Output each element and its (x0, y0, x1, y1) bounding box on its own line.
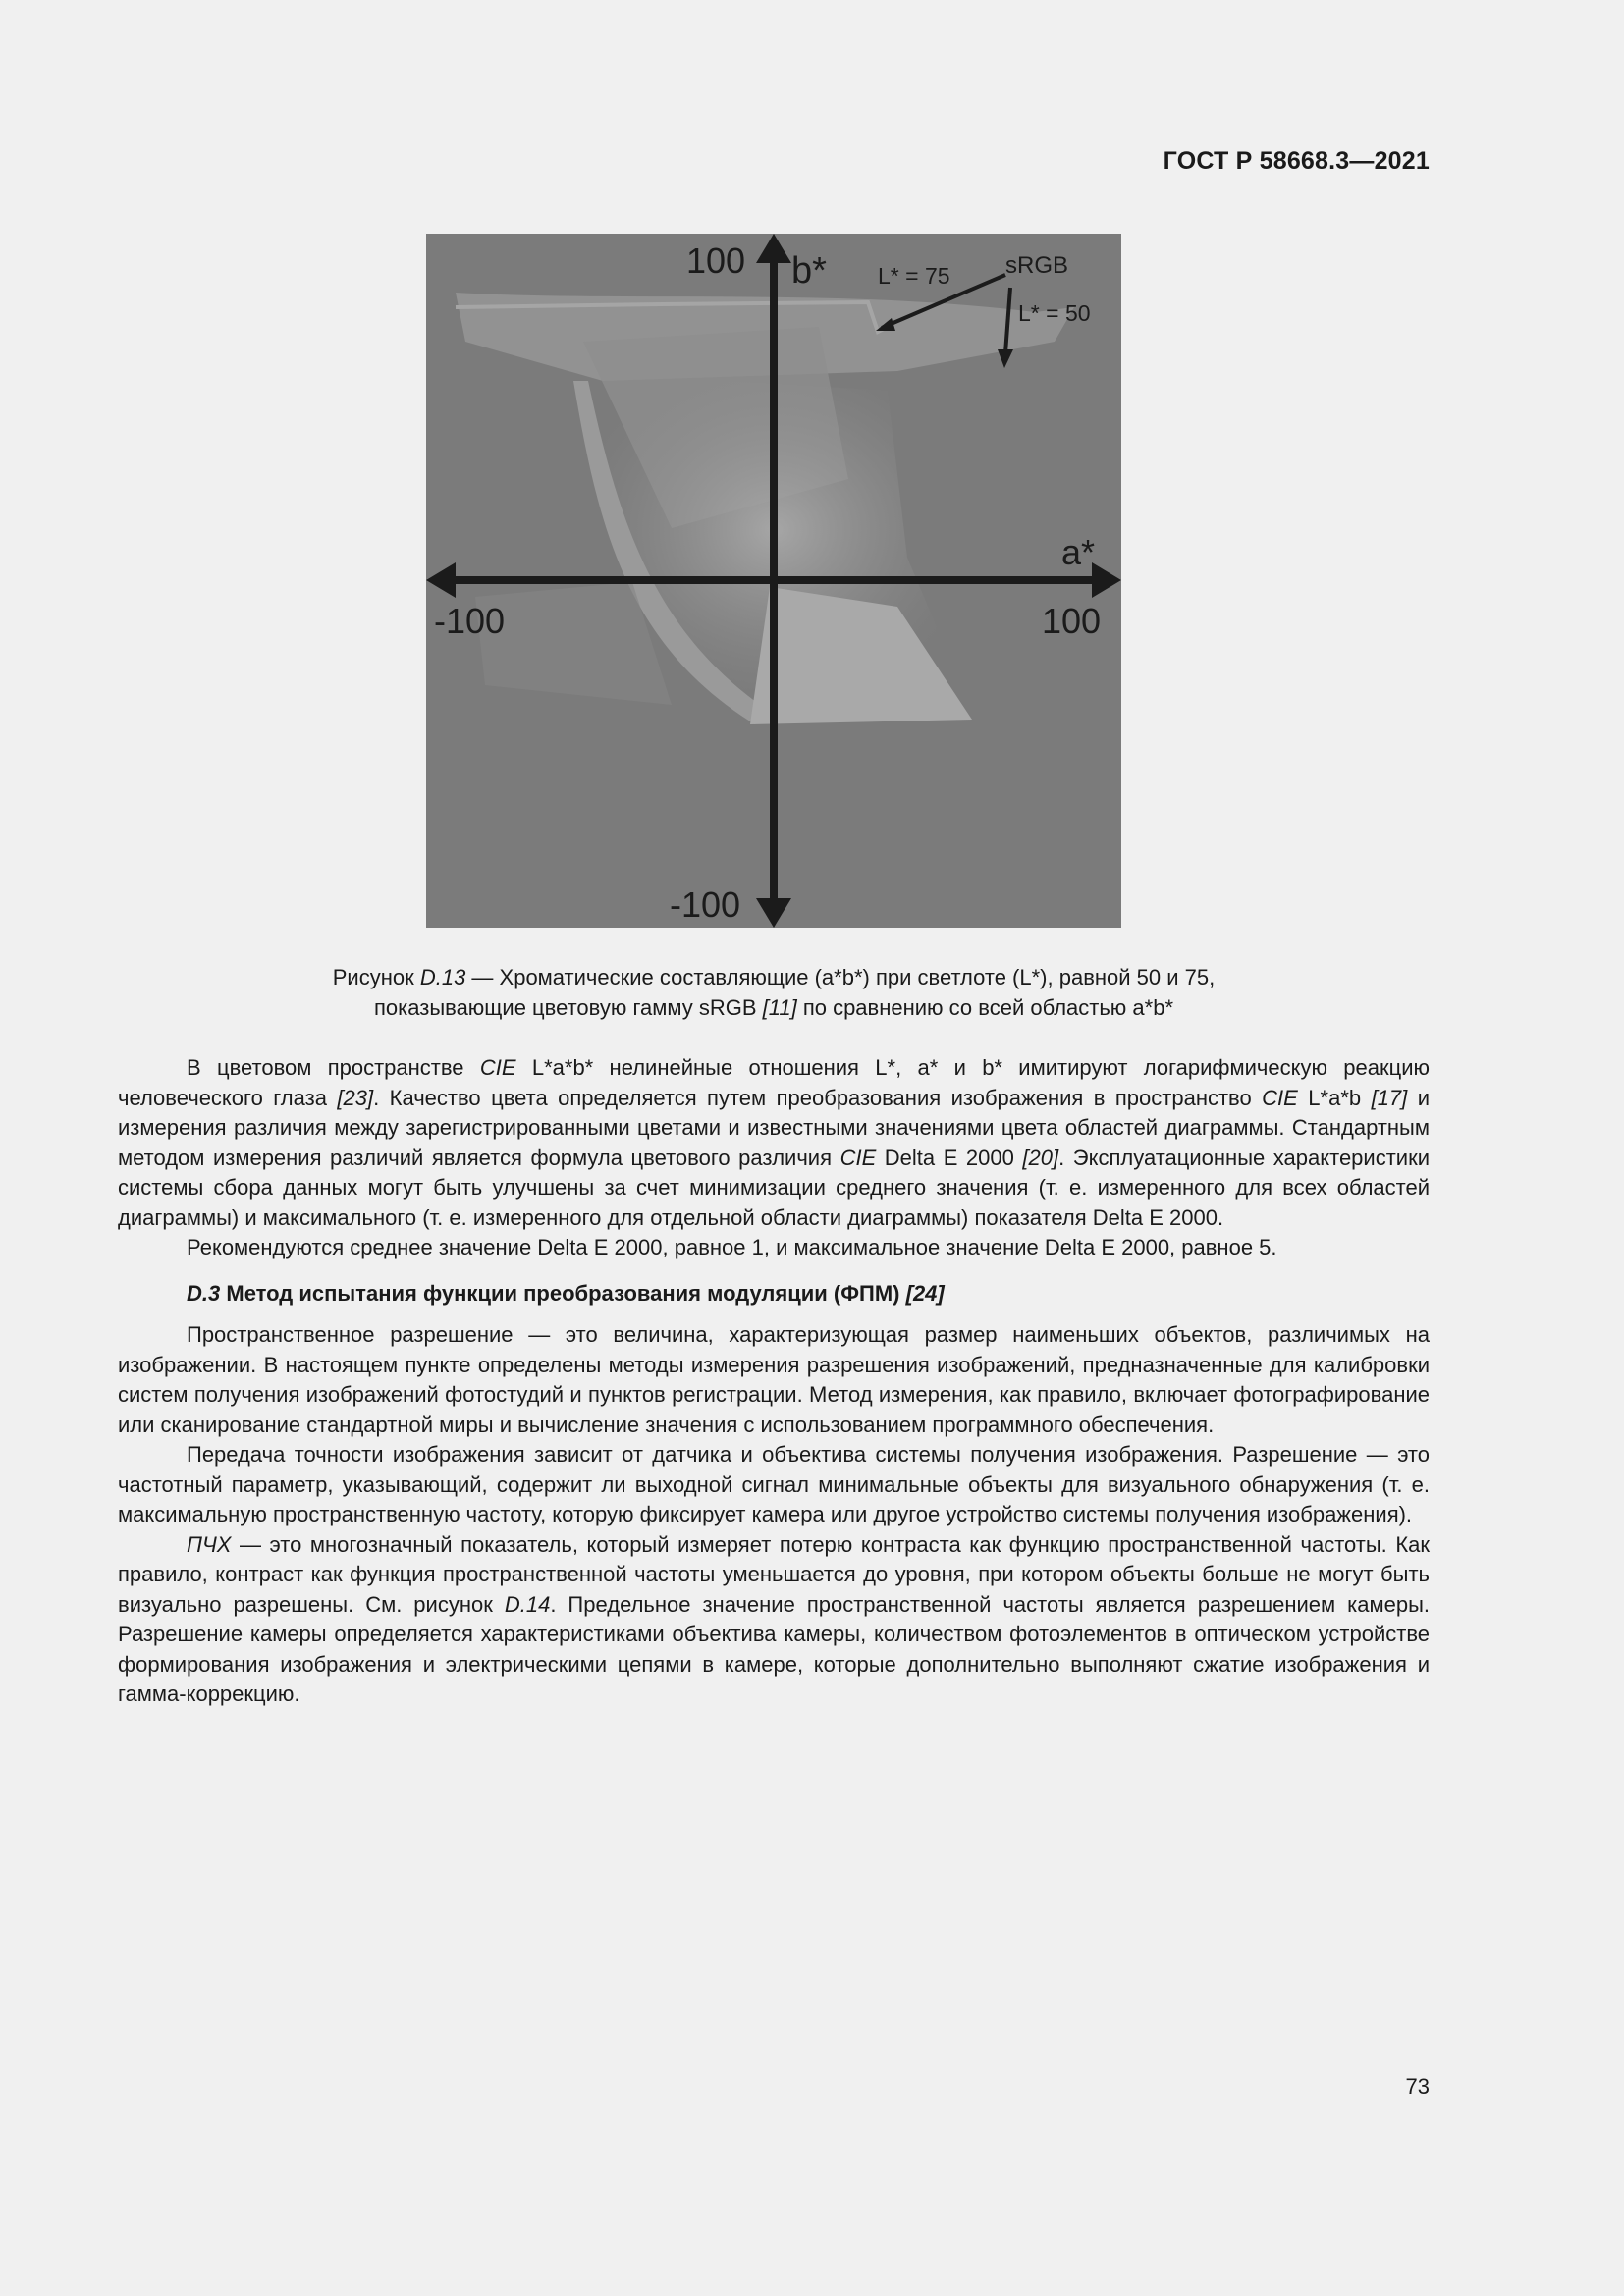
abbr-pchh: ПЧХ (187, 1531, 232, 1557)
b-axis-max-label: 100 (686, 240, 746, 281)
caption-line-1: Рисунок D.13 — Хроматические составляющие (a*b*) при светлоте (L*), равной 50 и 75, (332, 965, 1216, 989)
paragraph-image-accuracy: Передача точности изображения зависит от датчика и объектива системы получения изображения. Разрешение — это частотный параметр, указывающий, содержит ли выходной сигнал минимальные объекты для визуального обнаружения (т. е. максимальную пространственную частоту, которую фиксирует камера или другое устройство системы получения изображения). (118, 1442, 1430, 1526)
paragraph-mtf: ПЧХ — это многозначный показатель, который измеряет потерю контраста как функцию пространственной частоты. Как правило, контраст как функция пространственной частоты уменьшается до уровня, при котором объекты больше не могут быть визуально разрешены. См. рисунок D.14. Предельное значение пространственной частоты является разрешением камеры. Разрешение камеры определяется характеристиками объектива камеры, количеством фотоэлементов в оптическом устройстве формирования изображения и электрическими цепями в камере, которые дополнительно выполняют сжатие изображения и гамма-коррекцию. (118, 1531, 1431, 1706)
citation-20: [20] (1022, 1145, 1059, 1170)
figure-caption (118, 962, 1430, 1023)
citation-17: [17] (1371, 1085, 1408, 1110)
annotation-l75: L* = 75 (878, 263, 950, 289)
caption-figure-ref: D.13 (419, 965, 466, 989)
paragraph-spatial-resolution: Пространственное разрешение — это величина, характеризующая размер наименьших объектов, различимых на изображении. В настоящем пункте определены методы измерения разрешения изображений, предназначенные для калибровки систем получения изображений фотостудий и пунктов регистрации. Метод измерения, как правило, включает фотографирование или сканирование стандартной миры и вычисление значения с использованием программного обеспечения. (118, 1322, 1430, 1437)
a-axis-max-label: 100 (1042, 601, 1102, 641)
b-axis-name: b* (791, 250, 827, 292)
body-text (118, 1053, 1430, 1710)
b-axis-min-label: -100 (670, 884, 741, 925)
figure-ref-d14: D.14 (504, 1591, 551, 1617)
section-title: Метод испытания функции преобразования модуляции (ФПМ) (220, 1280, 906, 1306)
paragraph-cie-lab: В цветовом пространстве CIE L*a*b* нелинейные отношения L*, a* и b* имитируют логарифмическую реакцию человеческого глаза [23]. Качество цвета определяется путем преобразования изображения в пространство CIE L*a*b [17] и измерения различия между зарегистрированными цветами и известными значениями цвета областей диаграммы. Стандартным методом измерения различий является формула цветового различия CIE Delta E 2000 [20]. Эксплуатационные характеристики системы сбора данных могут быть улучшены за счет минимизации среднего значения (т. е. измеренного для всех областей диаграммы) и максимального (т. е. измеренного для отдельной области диаграммы) показателя Delta E 2000. (118, 1055, 1431, 1230)
a-axis-name: a* (1061, 532, 1096, 572)
citation-23: [23] (337, 1085, 374, 1110)
chromaticity-diagram (426, 234, 1121, 928)
caption-citation: [11] (762, 995, 797, 1020)
section-heading-d3 (118, 1279, 1430, 1309)
citation-24: [24] (905, 1280, 945, 1306)
caption-line-2: показывающие цветовую гамму sRGB [11] по сравнению со всей областью a*b* (373, 995, 1174, 1020)
section-number: D.3 (187, 1280, 221, 1306)
paragraph-delta-e-recommendation: Рекомендуются среднее значение Delta E 2000, равное 1, и максимальное значение Delta E 2000, равное 5. (187, 1235, 1277, 1259)
annotation-srgb: sRGB (1005, 252, 1069, 279)
a-axis-min-label: -100 (434, 601, 506, 641)
figure-d13 (426, 234, 1121, 928)
annotation-l50: L* = 50 (1018, 300, 1091, 326)
page-number: 73 (1405, 2074, 1430, 2099)
document-id: ГОСТ Р 58668.3—2021 (1163, 147, 1430, 175)
